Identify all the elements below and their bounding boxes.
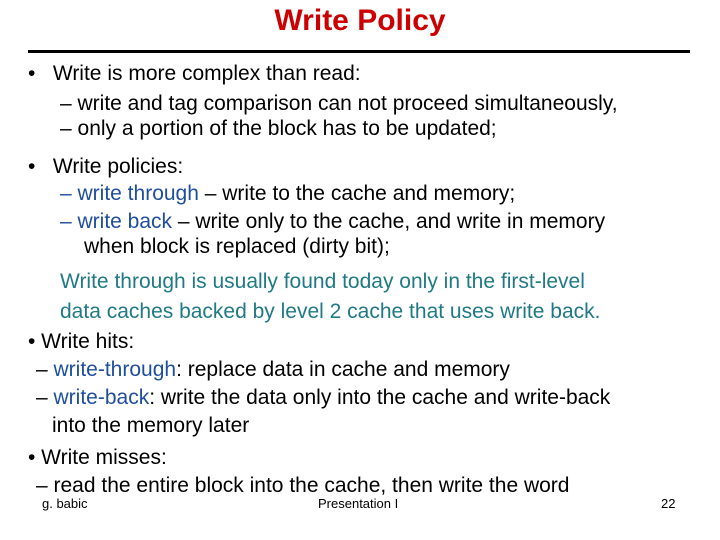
definition-text: – write only to the cache, and write in memory	[172, 210, 606, 233]
bullet-write-misses: • Write misses:	[28, 446, 167, 469]
dash: –	[36, 358, 54, 381]
definition-text: : write the data only into the cache and write-back	[149, 386, 611, 409]
sub-bullet-hit-write-through	[36, 358, 510, 382]
bullet-text: Write policies:	[52, 155, 184, 178]
bullet-marker: •	[28, 62, 36, 85]
write-back-continuation: into the memory later	[52, 414, 250, 437]
term-write-back: write-back	[53, 386, 150, 409]
sub-bullet-simultaneous: – write and tag comparison can not proceed simultaneously,	[60, 92, 618, 115]
term-write-through: write-through	[53, 358, 177, 381]
sub-bullet-partial-update: – only a portion of the block has to be updated;	[60, 117, 497, 140]
term-write-back: – write back	[60, 210, 173, 233]
bullet-text: Write is more complex than read:	[52, 62, 361, 85]
footer-presentation: Presentation I	[318, 496, 399, 511]
bullet-write-complexity	[28, 62, 361, 86]
sub-bullet-hit-write-back	[36, 386, 610, 410]
term-write-through: – write through	[60, 182, 199, 205]
bullet-marker: •	[28, 155, 36, 178]
definition-text: : replace data in cache and memory	[176, 358, 510, 381]
dash: –	[36, 386, 54, 409]
title-divider	[28, 50, 690, 53]
sub-bullet-miss: – read the entire block into the cache, then write the word	[36, 474, 570, 497]
slide-title: Write Policy	[274, 4, 446, 37]
sub-bullet-write-back	[60, 210, 605, 234]
write-back-continuation: when block is replaced (dirty bit);	[84, 235, 390, 258]
sub-bullet-write-through	[60, 182, 515, 206]
note-line-2: data caches backed by level 2 cache that uses write back.	[60, 300, 601, 323]
bullet-write-policies	[28, 155, 183, 179]
definition-text: – write to the cache and memory;	[198, 182, 516, 205]
note-line-1: Write through is usually found today only in the first-level	[60, 270, 585, 293]
page-number: 22	[661, 496, 676, 511]
footer-author: g. babic	[42, 496, 88, 511]
bullet-write-hits: • Write hits:	[28, 330, 135, 353]
